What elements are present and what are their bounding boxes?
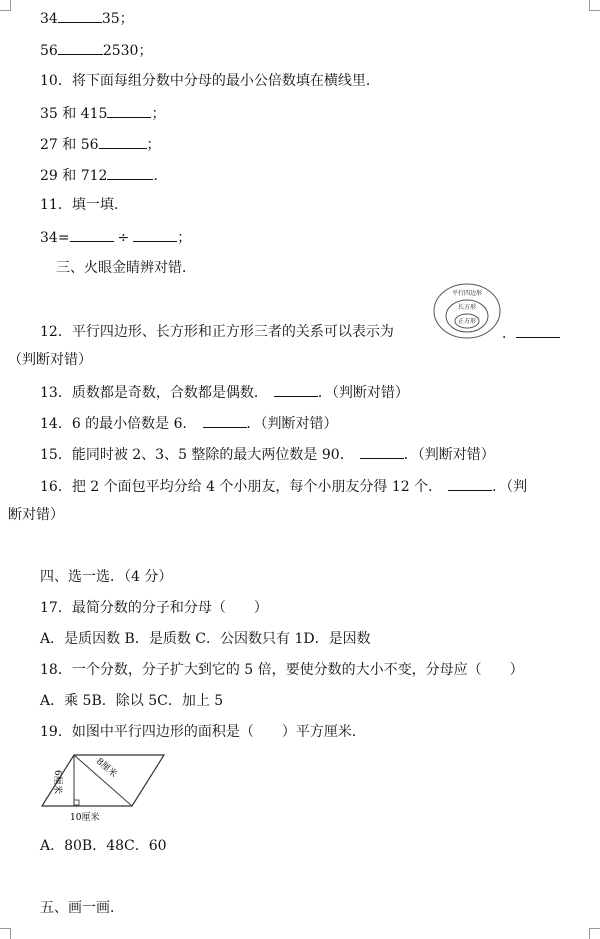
text: ．（判断对错）: [403, 447, 495, 463]
question-10b: [40, 134, 161, 154]
text: 29 和 712: [40, 168, 108, 184]
text: 56: [40, 43, 58, 59]
text: ．: [502, 326, 516, 342]
parallelogram-figure: [38, 748, 168, 823]
fill-line-34: [40, 8, 134, 28]
corner-mark-top-right: [589, 0, 600, 11]
text: ；: [151, 106, 166, 122]
corner-mark-bottom-right: [589, 928, 600, 939]
answer-blank[interactable]: [133, 227, 177, 242]
corner-mark-top-left: [0, 0, 11, 11]
fill-line-56: [40, 40, 152, 60]
corner-mark-bottom-left: [0, 928, 11, 939]
answer-blank[interactable]: [99, 134, 147, 149]
question-19-options: A．80B．48C．60: [40, 838, 167, 854]
text: 34: [40, 11, 58, 27]
answer-blank[interactable]: [203, 413, 247, 428]
text: 2530；: [102, 43, 153, 59]
text: 16．把 2 个面包平均分给 4 个小朋友，每个小朋友分得 12 个．: [40, 479, 443, 495]
section-4-heading: 四、选一选．（4 分）: [40, 569, 173, 585]
answer-blank[interactable]: [448, 476, 492, 491]
text: 13．质数都是奇数，合数都是偶数．: [40, 385, 268, 401]
venn-inner-label: 正方形: [457, 318, 476, 325]
parallelogram-drawing: [38, 748, 168, 823]
question-10: 10．将下面每组分数中分母的最小公倍数填在横线里．: [40, 73, 380, 89]
text: ．: [153, 168, 168, 184]
section-3-heading: 三、火眼金睛辨对错．: [56, 260, 196, 276]
text: ÷: [117, 230, 130, 246]
question-11a: [40, 227, 191, 247]
text: 14．6 的最小倍数是 6．: [40, 416, 197, 432]
section-5-heading: 五、画一画．: [40, 900, 124, 916]
shape-relation-diagram: [433, 283, 501, 339]
text: 35；: [101, 11, 134, 27]
question-18-options: A．乘 5B．除以 5C．加上 5: [40, 693, 224, 709]
question-16: [40, 476, 527, 496]
question-10c: [40, 165, 167, 185]
text: ．（判断对错）: [317, 385, 409, 401]
text: ．（判断对错）: [246, 416, 338, 432]
question-12-blank: [502, 323, 560, 343]
base-label: 10厘米: [70, 813, 100, 823]
question-11: 11．填一填．: [40, 197, 128, 213]
question-12-tail: （判断对错）: [8, 352, 92, 368]
question-18: 18．一个分数，分子扩大到它的 5 倍，要使分数的大小不变，分母应（ ）: [40, 662, 524, 678]
text: 35 和 415: [40, 106, 108, 122]
answer-blank[interactable]: [516, 323, 560, 338]
question-12: 12．平行四边形、长方形和正方形三者的关系可以表示为: [40, 324, 394, 340]
question-15: [40, 444, 495, 464]
question-16-tail: 断对错）: [8, 507, 64, 523]
text: ；: [177, 230, 192, 246]
text: ．（判: [492, 479, 528, 495]
text: 34=: [40, 230, 70, 246]
text: 27 和 56: [40, 137, 99, 153]
question-17: 17．最简分数的分子和分母（ ）: [40, 600, 268, 616]
text: ；: [146, 137, 161, 153]
question-13: [40, 382, 409, 402]
answer-blank[interactable]: [58, 8, 102, 23]
question-10a: [40, 103, 165, 123]
venn-outer-label: 平行四边形: [451, 290, 482, 297]
text: 15．能同时被 2、3、5 整除的最大两位数是 90．: [40, 447, 354, 463]
side-label: 8厘米: [94, 756, 119, 780]
venn-middle-label: 长方形: [457, 304, 476, 311]
height-label: 6厘米: [52, 770, 62, 794]
question-17-options: A．是质因数 B．是质数 C．公因数只有 1D．是因数: [40, 631, 371, 647]
answer-blank[interactable]: [58, 40, 103, 55]
answer-blank[interactable]: [70, 227, 114, 242]
question-14: [40, 413, 338, 433]
answer-blank[interactable]: [360, 444, 404, 459]
question-19: 19．如图中平行四边形的面积是（ ）平方厘米．: [40, 724, 366, 740]
answer-blank[interactable]: [107, 103, 151, 118]
answer-blank[interactable]: [274, 382, 318, 397]
answer-blank[interactable]: [107, 165, 153, 180]
